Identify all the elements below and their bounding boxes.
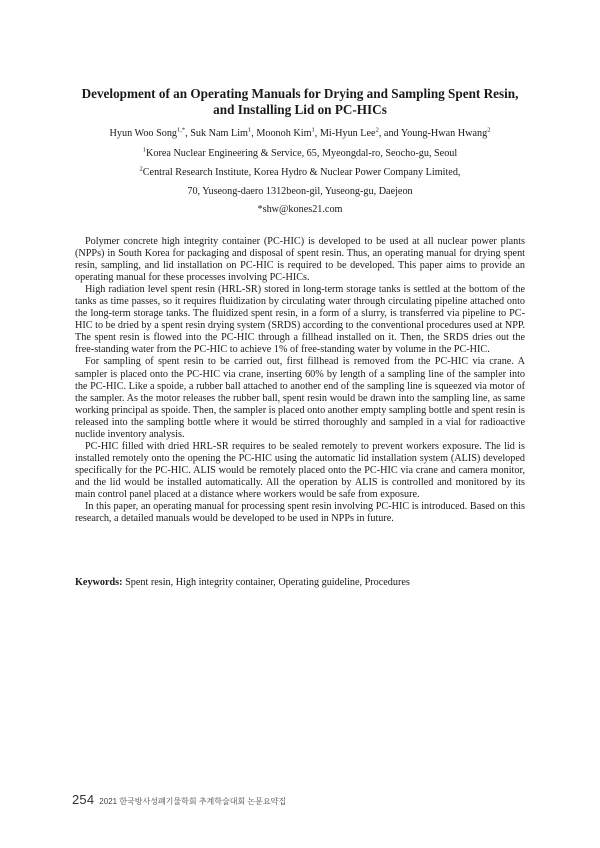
keywords-text: Spent resin, High integrity container, Operating guideline, Procedures — [125, 577, 410, 588]
keywords-label: Keywords: — [75, 577, 123, 588]
page-footer — [72, 791, 286, 809]
title-line-2: and Installing Lid on PC-HICs — [213, 102, 387, 117]
author-list — [60, 127, 540, 140]
abstract-body — [75, 236, 525, 525]
page-number: 254 — [72, 792, 95, 807]
keywords-line — [75, 576, 525, 589]
corresponding-email: *shw@kones21.com — [257, 204, 343, 215]
paper-title — [70, 86, 530, 118]
conference-name: 2021 한국방사성폐기물학회 추계학술대회 논문요약집 — [99, 797, 287, 806]
abstract-paragraph: Polymer concrete high integrity container (PC-HIC) is developed to be used at all nuclear power plants (NPPs) in South Korea for packaging and disposal of spent resin. Thus, an operating manual for drying spent resin, sampling, and lid installation on PC-HIC is required to be developed. This paper aims to provide an operating manual for these processes involving PC-HICs. — [75, 236, 525, 284]
author: Mi-Hyun Lee$^2$, and — [319, 126, 401, 139]
abstract-paragraph: In this paper, an operating manual for processing spent resin involving PC-HIC is introduced. Based on this research, a detailed manuals would be developed to be used in NPPs in future. — [75, 501, 525, 525]
affiliation-1: $^1$Korea Nuclear Engineering & Service, 65, Myeongdal-ro, Seocho-gu, Seoul — [142, 146, 458, 159]
abstract-paragraph: High radiation level spent resin (HRL-SR) stored in long-term storage tanks is settled at the bottom of the tanks as time passes, so it requires fluidization by circulating water through circulating pipeline attached onto the long-term storage tanks. The fluidized spent resin, in a form of a slurry, is transferred via pipeline to PC-HIC to be dried by a spent resin drying system (SRDS) according to the conventional procedures used at NPP. The spent resin is flowed into the PC-HIC through a fillhead installed on it. Then, the SRDS dries out the free-standing water from the PC-HIC to achieve 1% of free-standing water by volume in the PC-HIC. — [75, 284, 525, 356]
author: Moonoh Kim$^1$, — [256, 126, 320, 139]
author: Hyun Woo Song$^{1,*}$, — [109, 126, 191, 139]
affiliation-2: $^2$Central Research Institute, Korea Hydro & Nuclear Power Company Limited, — [139, 165, 461, 178]
abstract-paragraph: For sampling of spent resin to be carried out, first fillhead is removed from the PC-HIC via crane. A sampler is placed onto the PC-HIC via crane, inserting 60% by length of a sampling line of the sampler into the PC-HIC. Like a spoide, a rubber ball attached to another end of the sampling line is squeezed via motor of the sampler. As the motor releases the rubber ball, spent resin would be drawn into the sampling line, as same working principal as spoide. Then, the sampler is placed onto another empty sampling bottle and spent resin is released into the sampling bottle where it would be stirred thoroughly and sampled in a vial for radioactive nuclide inventory analysis. — [75, 356, 525, 440]
title-line-1: Development of an Operating Manuals for Drying and Sampling Spent Resin, — [81, 86, 519, 101]
affiliation-address: 70, Yuseong-daero 1312beon-gil, Yuseong-gu, Daejeon — [187, 186, 413, 197]
abstract-paragraph: PC-HIC filled with dried HRL-SR requires to be sealed remotely to prevent workers exposure. The lid is installed remotely onto the opening the PC-HIC using the automatic lid installation system (ALIS) developed specifically for the PC-HIC. ALIS would be remotely placed onto the PC-HIC via crane and camera monitor, and the lid would be installed automatically. All the operation by ALIS is controlled and monitored by its main control panel placed at a distance where workers would be safe from exposure. — [75, 440, 525, 500]
author: Young-Hwan Hwang$^2$ — [400, 126, 491, 139]
author: Suk Nam Lim$^1$, — [190, 126, 257, 139]
